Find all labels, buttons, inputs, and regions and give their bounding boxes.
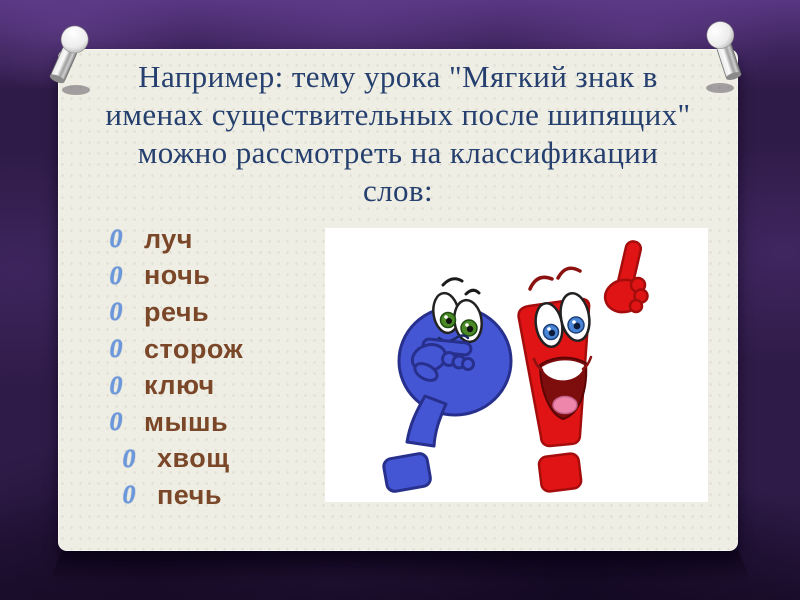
slide-title [58,58,738,210]
pushpin-right-icon [696,14,758,96]
list-item [117,441,243,478]
list-item-label: луч [144,223,193,254]
list-item-label: ночь [144,260,211,291]
pinned-note-card [58,49,738,551]
list-item [104,404,243,441]
exclamation-mark-character [519,240,648,492]
list-item [104,367,243,404]
question-mark-character [383,279,511,493]
title-line: Например: тему урока "Мягкий знак в [138,59,658,94]
list-item [104,294,243,331]
list-item-label: хвощ [157,443,230,474]
title-line: слов: [363,173,433,208]
list-item [104,258,243,295]
title-line: можно рассмотреть на классификации [137,135,659,170]
list-item [117,477,243,514]
list-item-label: мышь [144,406,229,437]
list-item-label: печь [157,479,222,510]
pushpin-left-icon [36,18,98,100]
bullet-zero-icon: 0 [109,260,123,290]
bullet-zero-icon: 0 [122,480,136,510]
title-line: именах существительных после шипящих" [105,97,691,132]
list-item-label: ключ [144,370,215,401]
card-shadow [48,550,752,584]
bullet-zero-icon: 0 [122,443,136,473]
question-exclamation-illustration [325,228,708,502]
list-item-label: речь [144,296,210,327]
bullet-zero-icon: 0 [109,334,123,364]
word-list [104,221,243,514]
list-item-label: сторож [144,333,244,364]
question-exclamation-image [325,228,708,502]
bullet-zero-icon: 0 [109,370,123,400]
list-item [104,221,243,258]
bullet-zero-icon: 0 [109,297,123,327]
bullet-zero-icon: 0 [109,407,123,437]
bullet-zero-icon: 0 [109,224,123,254]
pointing-hand [602,240,647,316]
list-item [104,331,243,368]
